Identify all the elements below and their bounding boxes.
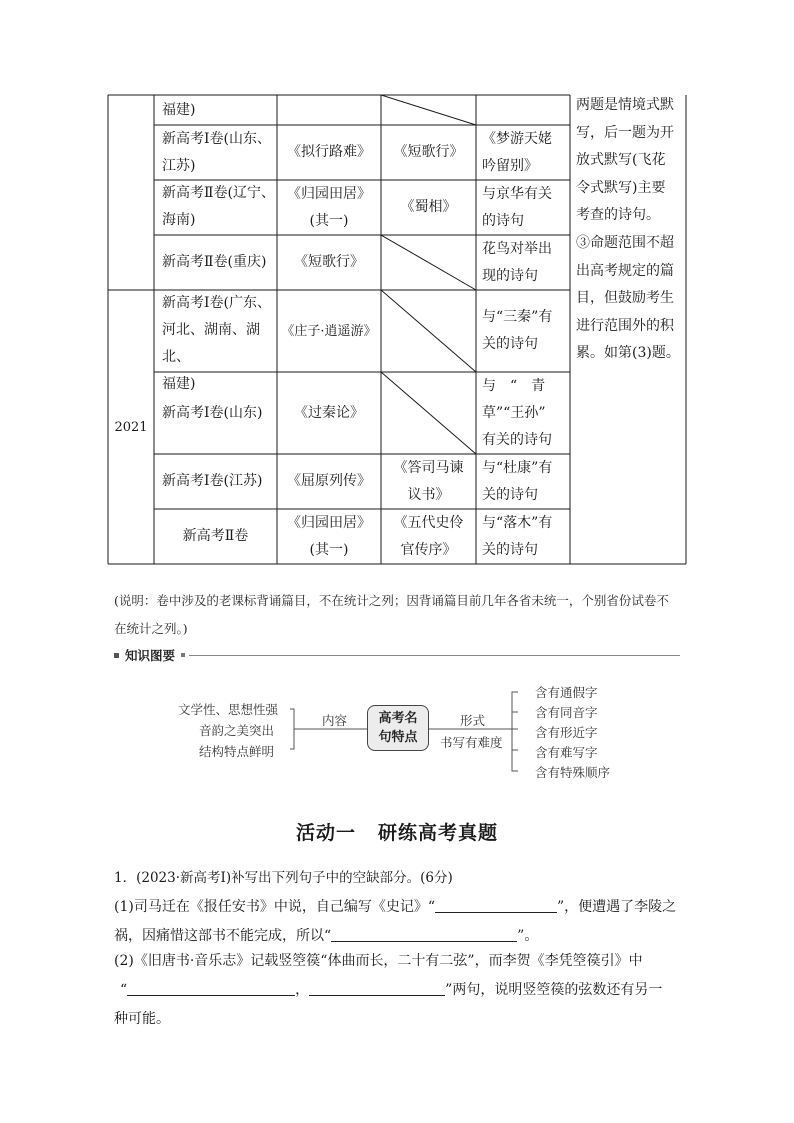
table-row-5-col-c: 与 “ 青 草”“王孙” 有关的诗句 bbox=[482, 377, 552, 448]
mind-map-center-node: 高考名 句特点 bbox=[367, 705, 429, 751]
mind-map-right-item: 含有难写字 bbox=[535, 745, 598, 760]
table-row-1-col-c: 《梦游天姥 吟留别》 bbox=[482, 130, 552, 174]
table-row-3-col-a: 《短歌行》 bbox=[294, 254, 364, 270]
table-row-5-col-a: 《过秦论》 bbox=[294, 404, 364, 421]
mind-map-right-item: 含有特殊顺序 bbox=[535, 765, 611, 780]
mind-map-left-item: 文学性、思想性强 bbox=[178, 702, 279, 717]
table-row-5-exam: 新高考Ⅰ卷(山东) bbox=[162, 404, 263, 421]
table-row-3-exam: 新高考Ⅱ卷(重庆) bbox=[162, 254, 267, 270]
answer-blank[interactable] bbox=[331, 924, 517, 942]
table-row-3-col-c: 花鸟对举出 现的诗句 bbox=[482, 240, 552, 284]
knowledge-map-title: 知识图要 bbox=[125, 648, 176, 663]
table-row-2-col-a: 《归园田居》 (其一) bbox=[287, 185, 371, 229]
table-row-7-col-a: 《归园田居》 (其一) bbox=[287, 514, 371, 558]
knowledge-map-header bbox=[114, 645, 680, 665]
year-2021-cell: 2021 bbox=[114, 419, 148, 435]
table-row-7-col-b: 《五代史伶 官传序》 bbox=[393, 514, 464, 558]
question-1-part-1: (1)司马迁在《报任安书》中说，自己编写《史记》“ ”，便遭遇了李陵之 祸，因痛惜这部书不能完成，所以“ ”。 bbox=[114, 893, 684, 951]
mind-map-form-label: 形式 bbox=[460, 713, 486, 728]
table-row-2-exam: 新高考Ⅱ卷(辽宁、 海南) bbox=[162, 185, 275, 228]
table-row-6-col-a: 《屈原列传》 bbox=[287, 473, 371, 489]
table-row-6-col-b: 《答司马谏 议书》 bbox=[393, 459, 464, 503]
empty-cell-slash bbox=[381, 290, 476, 372]
table-row-1-col-a: 《拟行路难》 bbox=[287, 144, 371, 160]
mind-map-difficulty-label: 书写有难度 bbox=[440, 735, 503, 750]
table-row-1-col-b: 《短歌行》 bbox=[393, 144, 464, 160]
answer-blank[interactable] bbox=[127, 978, 295, 996]
square-bullet-icon bbox=[114, 653, 119, 658]
activity-heading: 活动一 研练高考真题 bbox=[295, 822, 499, 844]
table-row-4-col-c: 与“三秦”有 关的诗句 bbox=[482, 309, 553, 352]
table-row-4-exam: 新高考Ⅰ卷(广东、 河北、湖南、湖北、 福建) bbox=[162, 295, 271, 392]
mind-map-right-item: 含有形近字 bbox=[535, 725, 598, 740]
empty-cell-slash bbox=[381, 372, 476, 454]
mind-map-right-item: 含有通假字 bbox=[535, 685, 598, 700]
table-row-7-exam: 新高考Ⅱ卷 bbox=[182, 528, 249, 544]
answer-blank[interactable] bbox=[309, 978, 445, 996]
question-1-header: 1．(2023·新高考Ⅰ)补写出下列句子中的空缺部分。(6分) bbox=[114, 870, 453, 886]
table-row-6-col-c: 与“杜康”有 关的诗句 bbox=[482, 459, 553, 503]
table-row-2-col-b: 《蜀相》 bbox=[400, 199, 457, 215]
table-row-4-col-a: 《庄子·逍遥游》 bbox=[281, 323, 377, 339]
mind-map-right-item: 含有同音字 bbox=[535, 705, 598, 720]
table-row-0-exam: 福建) bbox=[162, 101, 196, 118]
table-row-6-exam: 新高考Ⅰ卷(江苏) bbox=[162, 473, 263, 489]
table-row-1-exam: 新高考Ⅰ卷(山东、 江苏) bbox=[162, 130, 271, 174]
table-row-2-col-c: 与京华有关 的诗句 bbox=[482, 185, 552, 229]
table-notes-column: 两题是情境式默 写，后一题为开 放式默写(飞花 令式默写)主要 考查的诗句。 ③命题范围不超 出高考规定的篇 目，但鼓励考生 进行范围外的积 累。如第(3)题。 bbox=[576, 97, 680, 362]
mind-map-content-label: 内容 bbox=[322, 713, 348, 728]
empty-cell-slash bbox=[381, 235, 476, 290]
header-rule bbox=[189, 655, 680, 656]
mind-map-left-item: 音韵之美突出 bbox=[199, 723, 275, 738]
mind-map-left-item: 结构特点鲜明 bbox=[199, 744, 275, 759]
square-bullet-icon bbox=[181, 653, 185, 657]
empty-cell-slash bbox=[381, 95, 476, 125]
statistics-note: (说明：卷中涉及的老课标背诵篇目，不在统计之列；因背诵篇目前几年各省未统一，个别省份试卷不在统计之列。) bbox=[114, 593, 669, 636]
table-row-7-col-c: 与“落木”有 关的诗句 bbox=[482, 514, 553, 558]
question-1-part-2: (2)《旧唐书·音乐志》记载竖箜篌“体曲而长，二十有二弦”，而李贺《李凭箜篌引》中 “ ， ”两句，说明竖箜篌的弦数还有另一 种可能。 bbox=[114, 953, 663, 1027]
answer-blank[interactable] bbox=[435, 895, 557, 913]
